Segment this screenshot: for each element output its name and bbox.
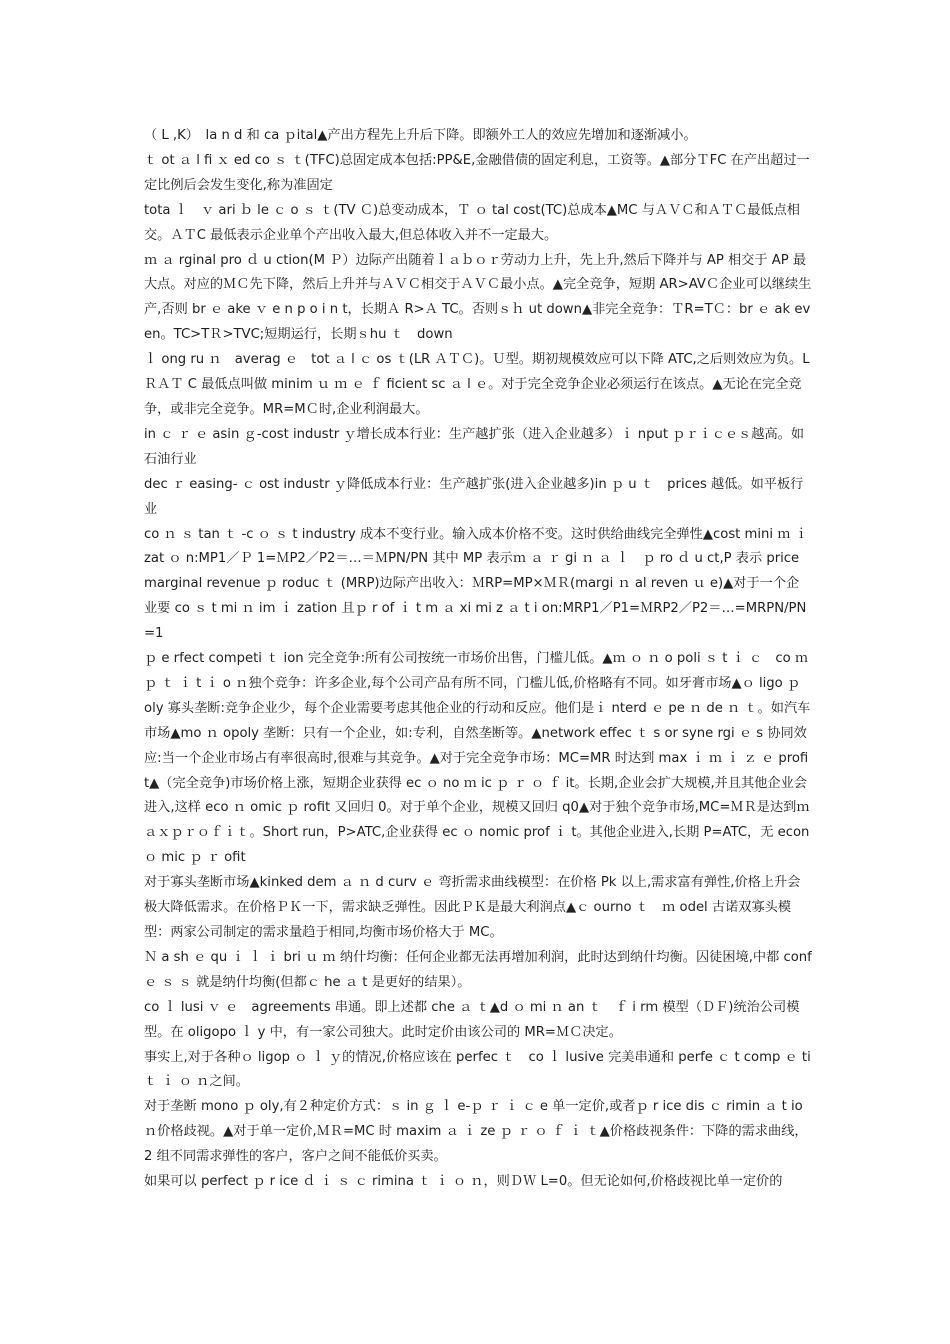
- paragraph: 事实上,对于各种ｏ ligop ｏ ｌ ｙ的情况,价格应该在 perfec ｔ co ｌ lusive 完美串通和 perfe ｃ t comp ｅ ti ｔ ｉ ｏ ｎ之间。: [144, 1049, 811, 1090]
- document-body: [144, 124, 812, 1195]
- paragraph: tota ｌ ｖ ari ｂ le ｃ o ｓ ｔ(TV Ｃ)总变动成本，Ｔ ｏ tal cost(TC)总成本▲MC 与ＡＶＣ和ＡＴＣ最低点相交。ＡＴC 最低表示企业单个产出收入最大,但总体收入并不一定最大。: [144, 202, 800, 243]
- paragraph: ｔ ot ａ l fi ｘ ed co ｓ ｔ(TFC)总固定成本包括:PP&E,金融借债的固定利息，工资等。▲部分ＴFC 在产出超过一定比例后会发生变化,称为准固定: [144, 152, 810, 193]
- paragraph: 对于垄断 mono ｐ oly,有２种定价方式：ｓ in ｇ ｌ e-ｐ ｒ ｉ ｃ e 单一定价,或者ｐ r ice dis ｃ rimin ａ t io ｎ价格歧视。▲对于单一定价,ＭＲ=MC 时 maxim ａ ｉ ze ｐ ｒ ｏ ｆ ｉ ｔ▲价格歧视条件：下降的需求曲线，2 组不同需求弹性的客户，客户之间不能低价买卖。: [144, 1099, 808, 1165]
- paragraph: ｐ e rfect competi ｔ ion 完全竞争:所有公司按统一市场价出售，门槛儿低。▲ｍ ｏ ｎ o poli ｓ t ｉ ｃ co ｍ ｐ ｔ ｉ t ｉ o ｎ独个竞争：许多企业,每个公司产品有所不同，门槛儿低,价格略有不同。如牙膏市场▲ｏ ligo ｐ oly 寡头垄断:竞争企业少，每个企业需要考虑其他企业的行动和反应。他们是ｉ nterd ｅ pe ｎ de ｎ ｔ。如汽车市场▲mo ｎ opoly 垄断：只有一个企业，如:专利，自然垄断等。▲network effec ｔ s or syne rgi ｅ s 协同效应:当一个企业市场占有率很高时,很难与其竞争。▲对于完全竞争市场：MC=MR 时达到 max ｉ ｍ ｉ ｚ ｅ profit▲（完全竞争)市场价格上涨，短期企业获得 ec ｏ no ｍ ic ｐ ｒ ｏ ｆ it。长期,企业会扩大规模,并且其他企业会进入,这样 eco ｎ omic ｐ rofit 又回归 0。对于单个企业，规模又回归 q0▲对于独个竞争市场,MC=ＭＲ是达到ｍａｘｐｒｏｆｉｔ。Short run，P>ATC,企业获得 ec ｏ nomic prof ｉ t。其他企业进入,长期 P=ATC，无 econ ｏ mic ｐ ｒ ofit: [144, 651, 811, 866]
- paragraph: （ L ,K） la n d 和 ca ｐital▲产出方程先上升后下降。即额外工人的效应先增加和逐渐减小。: [144, 128, 697, 143]
- paragraph: marginal revenue ｐ roduc ｔ (MRP)边际产出收入：ＭRP=MP×ＭＲ(margi ｎ al reven ｕ e)▲对于一个企业要 co ｓ t mi ｎ im ｉ zation 且ｐ r of ｉ t m ａ xi mi z ａ t i on:MRP1／P1=ＭRP2／P2＝…=MRPN/PN=1: [144, 576, 807, 642]
- paragraph: ｌ ong ru ｎ averag ｅ tot ａ l ｃ os ｔ(LR ＡＴＣ)。Ｕ型。期初规模效应可以下降 ATC,之后则效应为负。L ＲＡＴ C 最低点叫做 minim ｕ ｍ ｅ ｆ ficient sc ａ l ｅ。对于完全竞争企业必须运行在该点。▲无论在完全竞争，或非完全竞争。MR=MＣ时,企业利润最大。: [144, 352, 810, 417]
- paragraph: in ｃ ｒ ｅ asin ｇ-cost industr ｙ增长成本行业：生产越扩张（进入企业越多）ｉ nput ｐｒｉｃｅｓ越高。如石油行业: [144, 426, 805, 467]
- paragraph: co ｎ ｓ tan ｔ -c ｏ ｓ t industry 成本不变行业。输入成本价格不变。这时供给曲线完全弹性▲cost mini ｍ ｉ zat ｏ n:MP1／Ｐ 1=ＭP2／P2＝…＝ＭPN/PN 其中 MP 表示ｍ ａ ｒ gi ｎ ａ ｌ ｐ ro ｄ u ct,P 表示 price: [144, 526, 808, 567]
- paragraph: 如果可以 perfect ｐ r ice ｄ ｉ ｓ ｃ rimina ｔ ｉ ｏ ｎ，则ＤＷ L=0。但无论如何,价格歧视比单一定价的: [144, 1174, 783, 1190]
- paragraph: Ｎ a sh ｅ qu ｉ ｌ ｉ bri ｕ ｍ 纳什均衡：任何企业都无法再增加利润，此时达到纳什均衡。囚徒困境,中都 conf ｅ ｓ ｓ 就是纳什均衡(但都ｃ he ａ t 是更好的结果）。: [144, 949, 812, 990]
- paragraph: co ｌ lusi ｖ ｅ agreements 串通。即上述都 che ａ ｔ▲d ｏ mi ｎ an ｔ ｆ i rm 模型（ＤＦ)统治公司模型。在 oligopo ｌ y 中，有一家公司独大。此时定价由该公司的 MR=ＭＣ决定。: [144, 999, 800, 1040]
- paragraph: dec ｒ easing- ｃ ost industr ｙ降低成本行业：生产越扩张(进入企业越多)in ｐ u ｔ prices 越低。如平板行业: [144, 476, 804, 517]
- paragraph: ｍ ａ rginal pro ｄ u ction(M Ｐ）边际产出随着ｌａｂｏｒ劳动力上升，先上升,然后下降并与 AP 相交于 AP 最大点。对应的ＭＣ先下降，然后上升并与ＡＶＣ相交于ＡＶＣ最小点。▲完全竞争，短期 AR>AVＣ企业可以继续生产,否则 br ｅ ake ｖ e n p o i n t，长期Ａ R>Ａ TC。否则ｓｈ ut down▲非完全竞争：ＴR=TＣ：br ｅ ak even。TC>TＲ>TVC;短期运行，长期ｓhu ｔ down: [144, 252, 812, 343]
- paragraph: 对于寡头垄断市场▲kinked dem ａ ｎ d curv ｅ 弯折需求曲线模型：在价格 Pk 以上,需求富有弹性,价格上升会极大降低需求。在价格ＰＫ一下，需求缺乏弹性。因此ＰＫ是最大利润点▲ｃ ourno ｔ ｍ odel 古诺双寡头模型：两家公司制定的需求量趋于相同,均衡市场价格大于 MC。: [144, 875, 801, 940]
